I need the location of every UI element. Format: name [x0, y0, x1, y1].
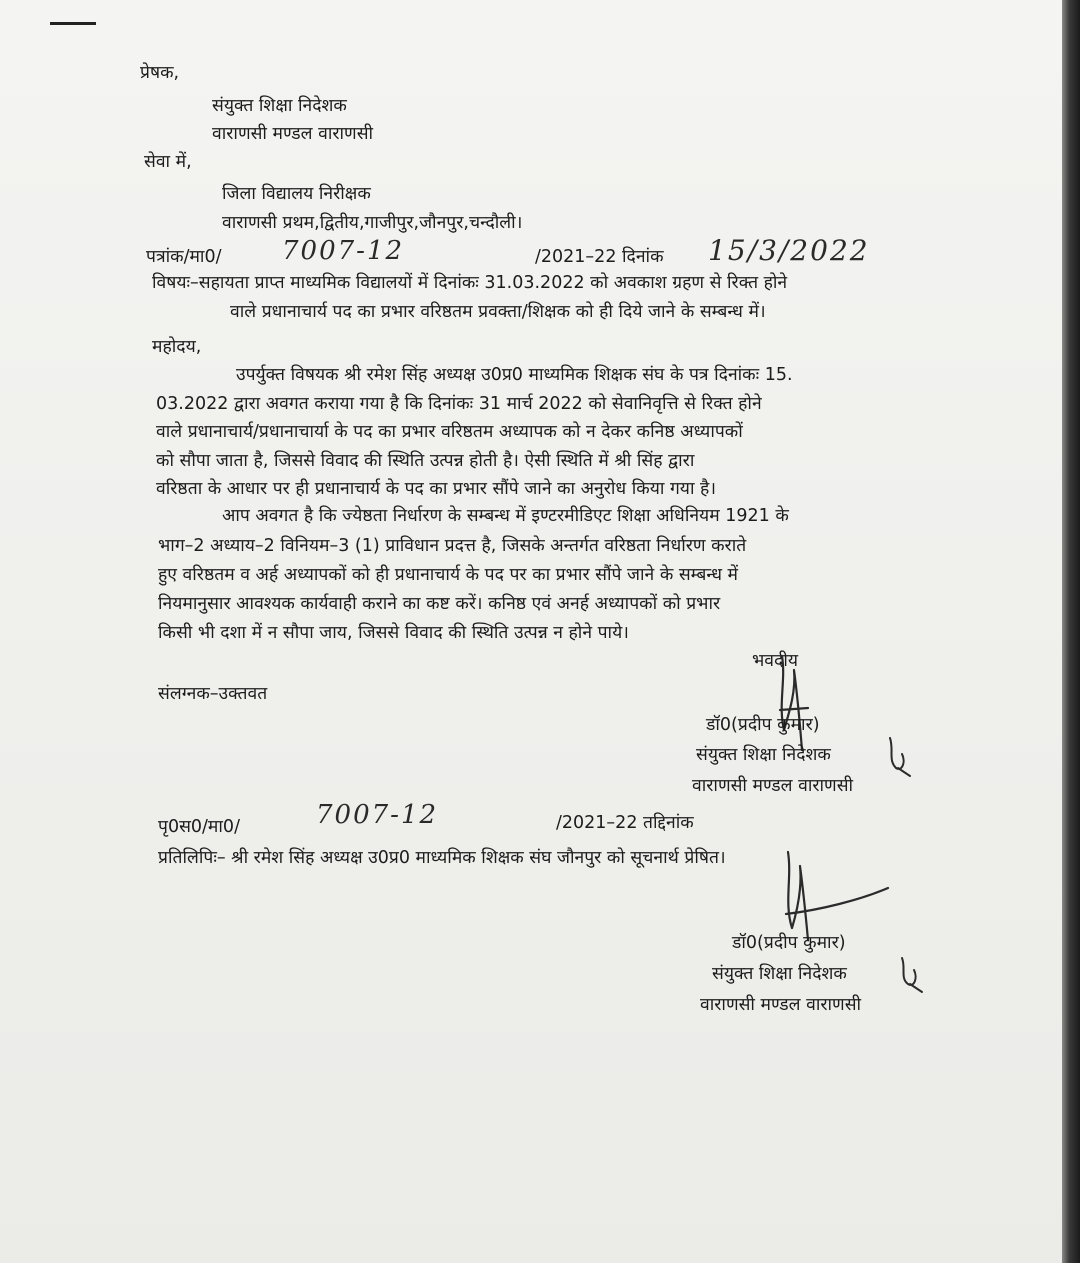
reference-year: /2021–22 दिनांक: [535, 247, 664, 267]
sender-label: प्रेषक,: [140, 63, 180, 83]
recipient-label: सेवा में,: [144, 152, 192, 172]
body-p1-line-2: 03.2022 द्वारा अवगत कराया गया है कि दिनांकः 31 मार्च 2022 को सेवानिवृत्ति से रिक्त होने: [156, 394, 762, 414]
body-p2-line-4: नियमानुसार आवश्यक कार्यवाही कराने का कष्ट करें। कनिष्ठ एवं अनर्ह अध्यापकों को प्रभार: [158, 594, 721, 614]
subject-line-1: विषयः–सहायता प्राप्त माध्यमिक विद्यालयों में दिनांकः 31.03.2022 को अवकाश ग्रहण से रिक्त होने: [152, 273, 788, 293]
reference-date-handwritten: 15/3/2022: [708, 234, 870, 267]
salutation: महोदय,: [152, 337, 202, 357]
body-p2-line-2: भाग–2 अध्याय–2 विनियम–3 (1) प्राविधान प्रदत्त है, जिसके अन्तर्गत वरिष्ठता निर्धारण कराते: [158, 536, 747, 556]
page-edge-shadow: [1062, 0, 1080, 1263]
attachment-note: संलग्नक–उक्तवत: [158, 684, 268, 704]
body-p2-line-5: किसी भी दशा में न सौपा जाय, जिससे विवाद की स्थिति उत्पन्न न होने पाये।: [158, 623, 629, 643]
top-dash-mark: [50, 22, 96, 25]
recipient-designation: जिला विद्यालय निरीक्षक: [222, 184, 371, 204]
endorsement-signatory-name: डॉ0(प्रदीप कुमार): [732, 933, 846, 953]
initials-mark-2: [894, 952, 934, 998]
sender-designation: संयुक्त शिक्षा निदेशक: [212, 96, 347, 116]
closing-sincerely: भवदीय: [752, 651, 799, 671]
body-p2-line-1: आप अवगत है कि ज्येष्ठता निर्धारण के सम्बन्ध में इण्टरमीडिएट शिक्षा अधिनियम 1921 के: [222, 506, 789, 526]
subject-line-2: वाले प्रधानाचार्य पद का प्रभार वरिष्ठतम प्रवक्ता/शिक्षक को ही दिये जाने के सम्बन्ध में।: [230, 302, 766, 322]
body-p1-line-3: वाले प्रधानाचार्य/प्रधानाचार्या के पद का प्रभार वरिष्ठतम अध्यापक को न देकर कनिष्ठ अध्यापकों: [156, 422, 743, 442]
body-p1-line-5: वरिष्ठता के आधार पर ही प्रधानाचार्य के पद का प्रभार सौंपे जाने का अनुरोध किया गया है।: [156, 479, 716, 499]
sender-office: वाराणसी मण्डल वाराणसी: [212, 124, 374, 144]
signatory-name: डॉ0(प्रदीप कुमार): [706, 715, 820, 735]
endorsement-number-handwritten: 7007-12: [316, 800, 439, 830]
signatory-office: वाराणसी मण्डल वाराणसी: [692, 776, 854, 796]
body-p1-line-1: उपर्युक्त विषयक श्री रमेश सिंह अध्यक्ष उ0प्र0 माध्यमिक शिक्षक संघ के पत्र दिनांकः 15.: [236, 365, 793, 385]
initials-mark-1: [880, 732, 920, 782]
endorsement-signatory-office: वाराणसी मण्डल वाराणसी: [700, 995, 862, 1015]
recipient-districts: वाराणसी प्रथम,द्वितीय,गाजीपुर,जौनपुर,चन्दौली।: [222, 213, 523, 233]
reference-prefix: पत्रांक/मा0/: [146, 247, 222, 267]
endorsement-prefix: पृ0स0/मा0/: [158, 817, 240, 837]
signatory-designation: संयुक्त शिक्षा निदेशक: [696, 745, 831, 765]
reference-number-handwritten: 7007-12: [282, 236, 405, 266]
endorsement-copy-line: प्रतिलिपिः– श्री रमेश सिंह अध्यक्ष उ0प्र0 माध्यमिक शिक्षक संघ जौनपुर को सूचनार्थ प्रेषित।: [158, 848, 726, 868]
endorsement-year: /2021–22 तद्दिनांक: [556, 813, 694, 833]
body-p1-line-4: को सौपा जाता है, जिससे विवाद की स्थिति उत्पन्न होती है। ऐसी स्थिति में श्री सिंह द्वारा: [156, 451, 695, 471]
body-p2-line-3: हुए वरिष्ठतम व अर्ह अध्यापकों को ही प्रधानाचार्य के पद पर का प्रभार सौंपे जाने के सम्बन्ध में: [158, 565, 738, 585]
endorsement-signatory-designation: संयुक्त शिक्षा निदेशक: [712, 964, 847, 984]
